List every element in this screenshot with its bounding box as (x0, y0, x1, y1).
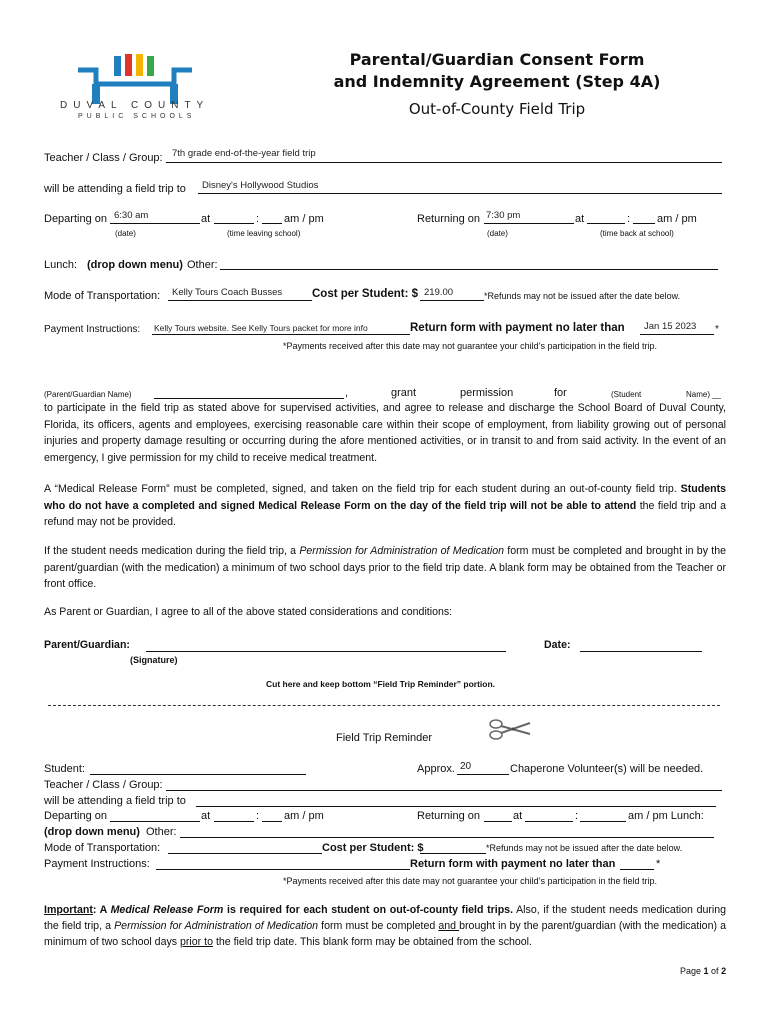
teacher-field[interactable]: 7th grade end-of-the-year field trip (172, 148, 316, 159)
med-tail: form must be completed and brought in by the parent/guardian (with the medication) a minimum of two school days prior to the field trip date. A blank form may be obtained from the Teacher or front office. (44, 545, 726, 590)
reminder-cost-label: Cost per Student: $ (322, 842, 424, 854)
teacher-line (166, 162, 722, 163)
page-total: 2 (721, 966, 727, 976)
reminder-departing-at: at (201, 810, 211, 822)
mrf-required: is required for each student on out-of-county field trips. (223, 904, 514, 916)
departing-at: at (201, 213, 211, 225)
also-text: Also, if the student needs medication during the field trip, a (44, 904, 727, 932)
departing-label: Departing on (44, 213, 107, 225)
page-of: of (708, 966, 722, 976)
payment-line (152, 334, 410, 335)
reminder-teacher-label: Teacher / Class / Group: (44, 779, 163, 791)
payments-note: *Payments received after this date may not guarantee your child’s participation in the field trip. (283, 341, 658, 351)
departing-date-field[interactable]: 6:30 am (114, 210, 149, 221)
reminder-pm-lunch: am / pm Lunch: (628, 810, 704, 822)
agree-statement: As Parent or Guardian, I agree to all of the above stated considerations and conditions: (44, 606, 453, 618)
reminder-student-line[interactable] (90, 774, 306, 775)
reminder-title: Field Trip Reminder (336, 732, 432, 744)
lunch-other-line[interactable] (220, 269, 718, 270)
reminder-departing-label: Departing on (44, 810, 107, 822)
and-word: and (438, 920, 460, 932)
returning-minute-line (633, 223, 655, 224)
transport-line (168, 300, 312, 301)
reminder-departing-hour-line[interactable] (214, 821, 254, 822)
reminder-departing-colon: : (256, 810, 260, 822)
reminder-departing-minute-line[interactable] (262, 821, 282, 822)
reminder-transport-line[interactable] (168, 853, 322, 854)
signature-line[interactable] (146, 651, 506, 652)
refund-note: *Refunds may not be issued after the date below. (484, 291, 681, 301)
reminder-teacher-line[interactable] (166, 790, 722, 791)
logo-line1: DUVAL COUNTY (60, 100, 210, 111)
mrf-name: Medical Release Form (110, 904, 224, 916)
lunch-label: Lunch: (44, 259, 78, 271)
pg-name-line[interactable] (154, 398, 344, 399)
reminder-return-label: Return form with payment no later than (410, 858, 616, 870)
returning-colon: : (627, 213, 631, 225)
reminder-returning-at: at (513, 810, 523, 822)
date-caption-1: (date) (115, 229, 136, 238)
consent-grant: grant (391, 387, 417, 399)
form-must: form must be completed (318, 920, 439, 932)
student-caption: (Student (611, 390, 642, 399)
transport-field[interactable]: Kelly Tours Coach Busses (172, 287, 283, 298)
consent-permission: permission (460, 387, 514, 399)
reminder-departing-ampm: am / pm (284, 810, 324, 822)
attending-line (198, 193, 722, 194)
medication-paragraph (44, 543, 726, 593)
reminder-returning-colon: : (575, 810, 579, 822)
returning-date-field[interactable]: 7:30 pm (486, 210, 521, 221)
mrf-intro: A “Medical Release Form” must be completed, signed, and taken on the field trip for each student during an out-of-county field trip. (44, 483, 681, 495)
pg-name-caption: (Parent/Guardian Name) (44, 390, 132, 399)
reminder-student-label: Student: (44, 763, 85, 775)
reminder-returning-hour-line[interactable] (525, 821, 573, 822)
return-line (640, 334, 714, 335)
teacher-label: Teacher / Class / Group: (44, 152, 163, 164)
reminder-transport-label: Mode of Transportation: (44, 842, 161, 854)
consent-comma: , (345, 387, 349, 399)
lunch-other-label: Other: (187, 259, 218, 271)
returning-at: at (575, 213, 585, 225)
mrf-tail: the field trip and a refund may not be provided. (44, 499, 726, 528)
departing-hour-line (214, 223, 254, 224)
reminder-asterisk: * (656, 858, 661, 870)
subtitle: Out-of-County Field Trip (408, 100, 586, 118)
date-caption-2: (date) (487, 229, 508, 238)
signature-caption: (Signature) (130, 655, 178, 665)
reminder-attending-line[interactable] (196, 806, 716, 807)
reminder-returning-minute-line[interactable] (580, 821, 626, 822)
logo (56, 50, 226, 126)
cost-label: Cost per Student: $ (312, 288, 419, 300)
returning-ampm[interactable]: am / pm (657, 213, 697, 225)
mrf-warning: Students who do not have a completed and signed Medical Release Form on the day of the field trip will not be able to attend (44, 483, 726, 512)
important-note (44, 902, 726, 950)
payment-field[interactable]: Kelly Tours website. See Kelly Tours packet for more info (154, 323, 368, 333)
title-line1: Parental/Guardian Consent Form (349, 50, 645, 69)
reminder-return-line[interactable] (620, 869, 654, 870)
cost-line (420, 300, 484, 301)
return-date-field[interactable]: Jan 15 2023 (644, 321, 697, 332)
medical-release-paragraph (44, 481, 726, 531)
reminder-returning-label: Returning on (417, 810, 480, 822)
cut-instruction: Cut here and keep bottom “Field Trip Reminder” portion. (266, 679, 496, 689)
date-line[interactable] (580, 651, 702, 652)
reminder-chaperone: Chaperone Volunteer(s) will be needed. (510, 763, 704, 775)
departing-ampm[interactable]: am / pm (284, 213, 324, 225)
page-current: 1 (703, 966, 709, 976)
reminder-cost-line[interactable] (420, 853, 486, 854)
med-form-name: Permission for Administration of Medication (299, 545, 504, 557)
logo-line2: PUBLIC SCHOOLS (78, 113, 196, 120)
time-back-caption: (time back at school) (600, 229, 674, 238)
title-line2: and Indemnity Agreement (Step 4A) (333, 72, 661, 91)
reminder-departing-line[interactable] (110, 821, 200, 822)
transport-label: Mode of Transportation: (44, 290, 161, 302)
important-colon: : A (92, 904, 111, 916)
reminder-payments-note: *Payments received after this date may not guarantee your child’s participation in the field trip. (283, 876, 658, 886)
pg-label: Parent/Guardian: (44, 639, 130, 651)
returning-label: Returning on (417, 213, 480, 225)
lunch-dropdown[interactable]: (drop down menu) (87, 259, 183, 271)
payment-label: Payment Instructions: (44, 324, 141, 335)
reminder-dropdown[interactable]: (drop down menu) (44, 826, 140, 838)
reminder-attending-label: will be attending a field trip to (44, 795, 186, 807)
consent-for: for (554, 387, 567, 399)
returning-hour-line (587, 223, 625, 224)
cut-line (48, 705, 720, 706)
reminder-payment-label: Payment Instructions: (44, 858, 150, 870)
prior-to: prior to (180, 936, 213, 948)
cost-field[interactable]: 219.00 (424, 287, 454, 298)
returning-date-line (484, 223, 574, 224)
rest-text: the field trip date. This blank form may be obtained from the school. (213, 936, 532, 948)
page-number (680, 966, 726, 976)
attending-label: will be attending a field trip to (44, 183, 186, 195)
important-word: Important (44, 904, 93, 916)
reminder-returning-line[interactable] (484, 821, 512, 822)
departing-minute-line (262, 223, 282, 224)
reminder-approx-line (457, 774, 509, 775)
return-asterisk: * (715, 324, 719, 335)
departing-colon: : (256, 213, 260, 225)
med-intro: If the student needs medication during the field trip, a (44, 545, 300, 557)
reminder-approx-label: Approx. (417, 763, 455, 775)
time-leaving-caption: (time leaving school) (227, 229, 301, 238)
pam-name: Permission for Administration of Medication (114, 920, 319, 932)
page-prefix: Page (680, 966, 704, 976)
scissors-icon (488, 716, 532, 742)
reminder-other-line[interactable] (180, 837, 714, 838)
consent-paragraph: to participate in the field trip as stated above for supervised activities, and agree to release and discharge the School Board of Duval County, Florida, its officers, agents and employees, exercising reasonable care within their scope of employment, from liability growing out of personal injuries and property damage resulting or occurring during the afore mentioned activities, or in transit to and from said activity. In the event of an emergency, I give permission for my child to receive medical treatment. (44, 402, 726, 464)
attending-field[interactable]: Disney's Hollywood Studios (202, 180, 319, 191)
date-label: Date: (544, 639, 571, 651)
reminder-other-label: Other: (146, 826, 177, 838)
reminder-payment-line[interactable] (156, 869, 410, 870)
departing-date-line (110, 223, 200, 224)
brought-text: brought in by the parent/guardian (with the medication) a minimum of two school days (44, 920, 726, 948)
return-label: Return form with payment no later than (410, 322, 625, 334)
reminder-refund-note: *Refunds may not be issued after the date below. (486, 843, 683, 853)
reminder-approx-field[interactable]: 20 (460, 761, 472, 772)
student-caption-close: Name) __ (686, 390, 722, 399)
